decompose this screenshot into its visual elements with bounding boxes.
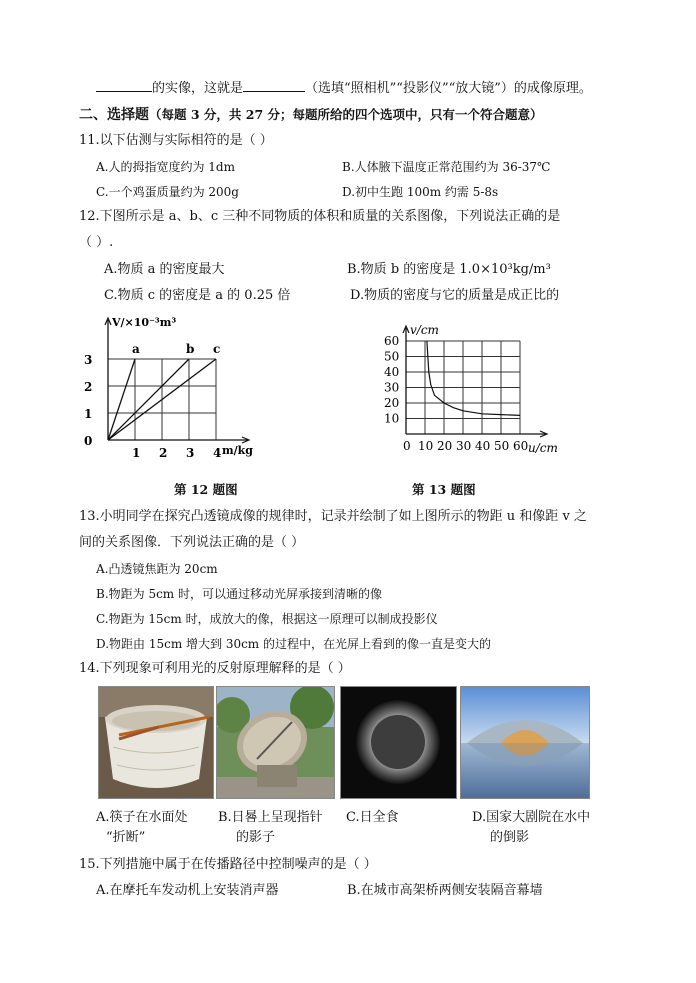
figure-12-caption: 第 12 题图 [174, 482, 238, 497]
y-tick-label: 1 [84, 407, 93, 421]
x-tick-label: 4 [213, 446, 222, 460]
q15-option-b: B.在城市高架桥两侧安装隔音幕墙 [347, 883, 543, 898]
y-tick-label: 30 [384, 380, 400, 395]
q13-stem-2: 间的关系图像．下列说法正确的是（ ） [79, 535, 305, 550]
q12-stem-1: 12.下图所示是 a、b、c 三种不同物质的体积和质量的关系图像，下列说法正确的是 [79, 209, 561, 224]
eclipse-illustration [341, 687, 456, 798]
q13-stem-1: 13.小明同学在探究凸透镜成像的规律时，记录并绘制了如上图所示的物距 u 和像距 v 之 [79, 509, 587, 524]
y-tick-label: 0 [84, 434, 93, 448]
y-tick-label: 60 [384, 334, 400, 348]
x-tick-label: 30 [456, 439, 472, 453]
x-axis-title: m/kg [222, 444, 253, 457]
q15-option-a: A.在摩托车发动机上安装消声器 [96, 883, 279, 898]
series-label-a: a [132, 342, 140, 356]
q14-caption-d [472, 808, 590, 848]
y-tick-label: 3 [84, 353, 93, 367]
y-tick-label: 10 [384, 411, 400, 426]
y-axis-title: V/×10⁻³m³ [112, 316, 177, 329]
x-tick-label: 40 [475, 439, 491, 453]
q14-caption-b [218, 808, 323, 848]
q11-option-b: B.人体腋下温度正常范围约为 36-37℃ [342, 160, 551, 174]
section-title: 二、选择题 [79, 107, 149, 123]
x-tick-label: 0 [403, 439, 411, 453]
bowl-illustration [99, 687, 213, 798]
q13-option-a: A.凸透镜焦距为 20cm [96, 562, 218, 576]
q14-caption-a-line1: A.筷子在水面处 [96, 810, 188, 825]
figure-12-chart [80, 312, 260, 472]
q14-caption-c [346, 808, 399, 828]
x-tick-label: 60 [513, 439, 529, 453]
q11-option-a: A.人的拇指宽度约为 1dm [96, 160, 235, 174]
q13-option-d: D.物距由 15cm 增大到 30cm 的过程中，在光屏上看到的像一直是变大的 [96, 637, 492, 651]
photo-chopstick-bowl [98, 686, 214, 799]
q14-caption-b-line1: B.日晷上呈现指针 [218, 810, 323, 825]
x-axis-title: u/cm [528, 441, 558, 455]
series-curve [427, 341, 520, 415]
q13-option-c: C.物距为 15cm 时，成放大的像，根据这一原理可以制成投影仪 [96, 612, 438, 626]
figure-13-caption: 第 13 题图 [412, 482, 476, 497]
x-tick-label: 3 [186, 446, 195, 460]
q11-stem: 11.以下估测与实际相符的是（ ） [79, 133, 273, 148]
q12-option-b: B.物质 b 的密度是 1.0×10³kg/m³ [347, 262, 551, 277]
photo-sundial [216, 686, 335, 799]
y-axis-title: v/cm [410, 323, 439, 337]
q12-stem-2: （ ）. [79, 235, 114, 250]
x-tick-label: 2 [159, 446, 168, 460]
section-note: （每题 3 分，共 27 分；每题所给的四个选项中，只有一个符合题意） [149, 107, 543, 122]
intro-text-2: （选填“照相机”“投影仪”“放大镜”）的成像原理。 [305, 81, 592, 96]
q11-option-c: C.一个鸡蛋质量约为 200g [96, 185, 239, 199]
q15-stem: 15.下列措施中属于在传播路径中控制噪声的是（ ） [79, 857, 377, 872]
q12-option-d: D.物质的密度与它的质量是成正比的 [350, 288, 560, 303]
y-tick-label: 20 [384, 396, 400, 410]
y-tick-label: 40 [384, 365, 400, 379]
q14-caption-a-line2: “折断” [106, 830, 146, 845]
q11-option-d: D.初中生跑 100m 约需 5-8s [342, 185, 499, 199]
photo-solar-eclipse [340, 686, 457, 799]
q12-option-c: C.物质 c 的密度是 a 的 0.25 倍 [104, 288, 291, 303]
q14-caption-d-line2: 的倒影 [490, 830, 530, 845]
series-line-b [108, 359, 189, 440]
y-tick-label: 2 [84, 380, 93, 394]
q13-option-b: B.物距为 5cm 时，可以通过移动光屏承接到清晰的像 [96, 587, 382, 601]
answer-blank [96, 79, 152, 92]
q14-stem: 14.下列现象可利用光的反射原理解释的是（ ） [79, 661, 351, 676]
x-tick-label: 20 [437, 439, 453, 453]
photo-theater-reflection [460, 686, 590, 799]
x-tick-label: 1 [132, 446, 141, 460]
q14-caption-c-line1: C.日全食 [346, 810, 399, 825]
sundial-illustration [217, 687, 334, 798]
q14-caption-d-line1: D.国家大剧院在水中 [472, 810, 591, 825]
q14-caption-b-line2: 的影子 [236, 830, 276, 845]
answer-blank [243, 79, 305, 92]
intro-text-1: 的实像，这就是 [152, 81, 244, 96]
series-label-b: b [186, 342, 195, 356]
x-tick-label: 10 [418, 439, 434, 453]
figure-13-chart [378, 322, 578, 472]
x-tick-label: 50 [494, 439, 510, 453]
series-line-a [108, 359, 135, 440]
q12-option-a: A.物质 a 的密度最大 [104, 262, 225, 277]
y-tick-label: 50 [384, 349, 400, 364]
intro-line [96, 79, 592, 98]
series-label-c: c [213, 342, 221, 356]
section-heading [79, 106, 543, 125]
theater-illustration [461, 687, 589, 798]
q14-caption-a [96, 808, 188, 848]
